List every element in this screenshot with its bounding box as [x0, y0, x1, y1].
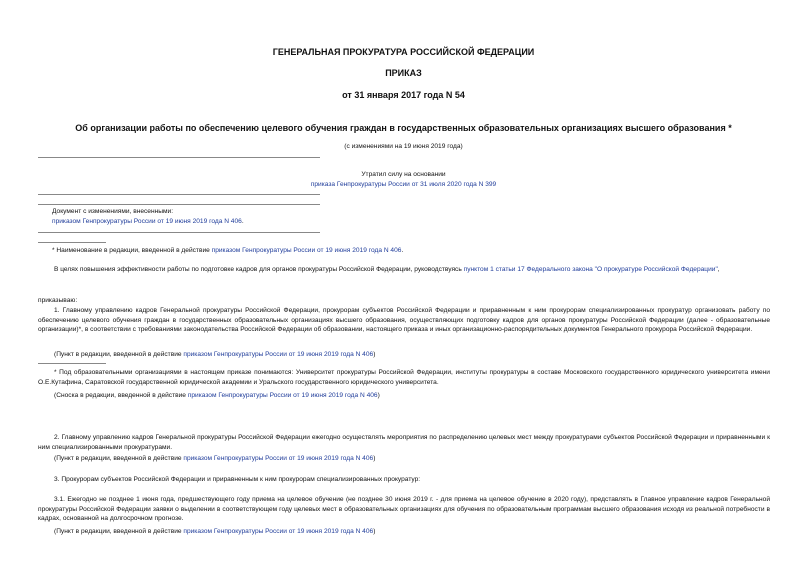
status-link[interactable]: приказа Генпрокуратуры России от 31 июля 2020 года N 399 [310, 181, 497, 188]
revision-note: (с изменениями на 19 июня 2019 года) [344, 143, 463, 150]
doc-title: Об организации работы по обеспечению целевого обучения граждан в государственных образовательных организациях высшего образования * [75, 123, 732, 133]
divider [38, 232, 320, 233]
intro-paragraph: В целях повышения эффективности работы по подготовке кадров для органов прокуратуры Российской Федерации, руководствуясь пунктом 1 статьи 17 Федерального закона "О прокуратуре Российской Федерации", [54, 266, 720, 273]
paragraph-1-note-link[interactable]: приказом Генпрокуратуры России от 19 июня 2019 года N 406 [183, 351, 374, 358]
paragraph-3-1-note-link[interactable]: приказом Генпрокуратуры России от 19 июня 2019 года N 406 [183, 528, 374, 535]
order-word: приказываю: [38, 297, 78, 304]
footnote-divider [38, 242, 106, 243]
paragraph-3-1-note: (Пункт в редакции, введенной в действие приказом Генпрокуратуры России от 19 июня 2019 года N 406) [54, 528, 376, 535]
paragraph-3: 3. Прокурорам субъектов Российской Федерации и приравненным к ним прокурорам специализированных прокуратур: [54, 476, 421, 483]
paragraph-3-1: 3.1. Ежегодно не позднее 1 июня года, предшествующего году приема на целевое обучение (не позднее 30 июня 2019 г. - для приема на целевое обучение в 2020 году), представлять в Главное управление кадров Генеральной прокуратуры Российской Федерации заявки о выделении в соответствующем году целевых мест в образовательных организациях для обучения по образовательным программам высшего образования исходя из реальной потребности в кадрах, основанной на долгосрочном прогнозе. [38, 496, 770, 523]
footnote-2: * Под образовательными организациями в настоящем приказе понимаются: Университет прокуратуры Российской Федерации, институты прокуратуры в составе Московского государственного юридического университета имени О.Е.Кутафина, Саратовской государственной юридической академии и Уральского государственного юридического университета. [38, 369, 770, 386]
footnote-divider [38, 363, 106, 364]
footnote-1: * Наименование в редакции, введенной в действие приказом Генпрокуратуры России от 19 июня 2019 года N 406. [52, 247, 404, 254]
footnote-1-link[interactable]: приказом Генпрокуратуры России от 19 июня 2019 года N 406 [211, 247, 402, 254]
paragraph-2-note: (Пункт в редакции, введенной в действие приказом Генпрокуратуры России от 19 июня 2019 года N 406) [54, 455, 376, 462]
changes-label: Документ с изменениями, внесенными: [52, 208, 174, 215]
changes-line: приказом Генпрокуратуры России от 19 июня 2019 года N 406. [52, 218, 244, 225]
divider [38, 157, 320, 158]
status-text: Утратил силу на основании [361, 171, 446, 178]
paragraph-2: 2. Главному управлению кадров Генеральной прокуратуры Российской Федерации ежегодно осуществлять мероприятия по распределению целевых мест между прокуратурами субъектов Российской Федерации и приравненными к ним специализированными прокуратурами. [38, 434, 770, 451]
paragraph-1-note: (Пункт в редакции, введенной в действие приказом Генпрокуратуры России от 19 июня 2019 года N 406) [54, 351, 376, 358]
paragraph-1: 1. Главному управлению кадров Генеральной прокуратуры Российской Федерации, прокурорам субъектов Российской Федерации и приравненным к ним прокурорам специализированных прокуратур организовать работу по обеспечению целевого обучения граждан в государственных образовательных организациях высшего образования, осуществляющих подготовку кадров для органов прокуратуры Российской Федерации (далее - образовательные организации)*, в соответствии с требованиями законодательства Российской Федерации об образовании, настоящего приказа и иных организационно-распорядительных документов Генерального прокурора Российской Федерации. [38, 307, 770, 334]
paragraph-2-note-link[interactable]: приказом Генпрокуратуры России от 19 июня 2019 года N 406 [183, 455, 374, 462]
footnote-2-note: (Сноска в редакции, введенной в действие приказом Генпрокуратуры России от 19 июня 2019 года N 406) [54, 392, 380, 399]
changes-link[interactable]: приказом Генпрокуратуры России от 19 июня 2019 года N 406 [52, 218, 242, 225]
law-link[interactable]: пунктом 1 статьи 17 Федерального закона "О прокуратуре Российской Федерации" [463, 266, 718, 273]
divider [38, 194, 320, 195]
divider [38, 204, 320, 205]
doc-type: ПРИКАЗ [385, 68, 422, 78]
doc-date-number: от 31 января 2017 года N 54 [342, 90, 465, 100]
org-name: ГЕНЕРАЛЬНАЯ ПРОКУРАТУРА РОССИЙСКОЙ ФЕДЕРАЦИИ [272, 47, 535, 57]
footnote-2-note-link[interactable]: приказом Генпрокуратуры России от 19 июня 2019 года N 406 [187, 392, 378, 399]
